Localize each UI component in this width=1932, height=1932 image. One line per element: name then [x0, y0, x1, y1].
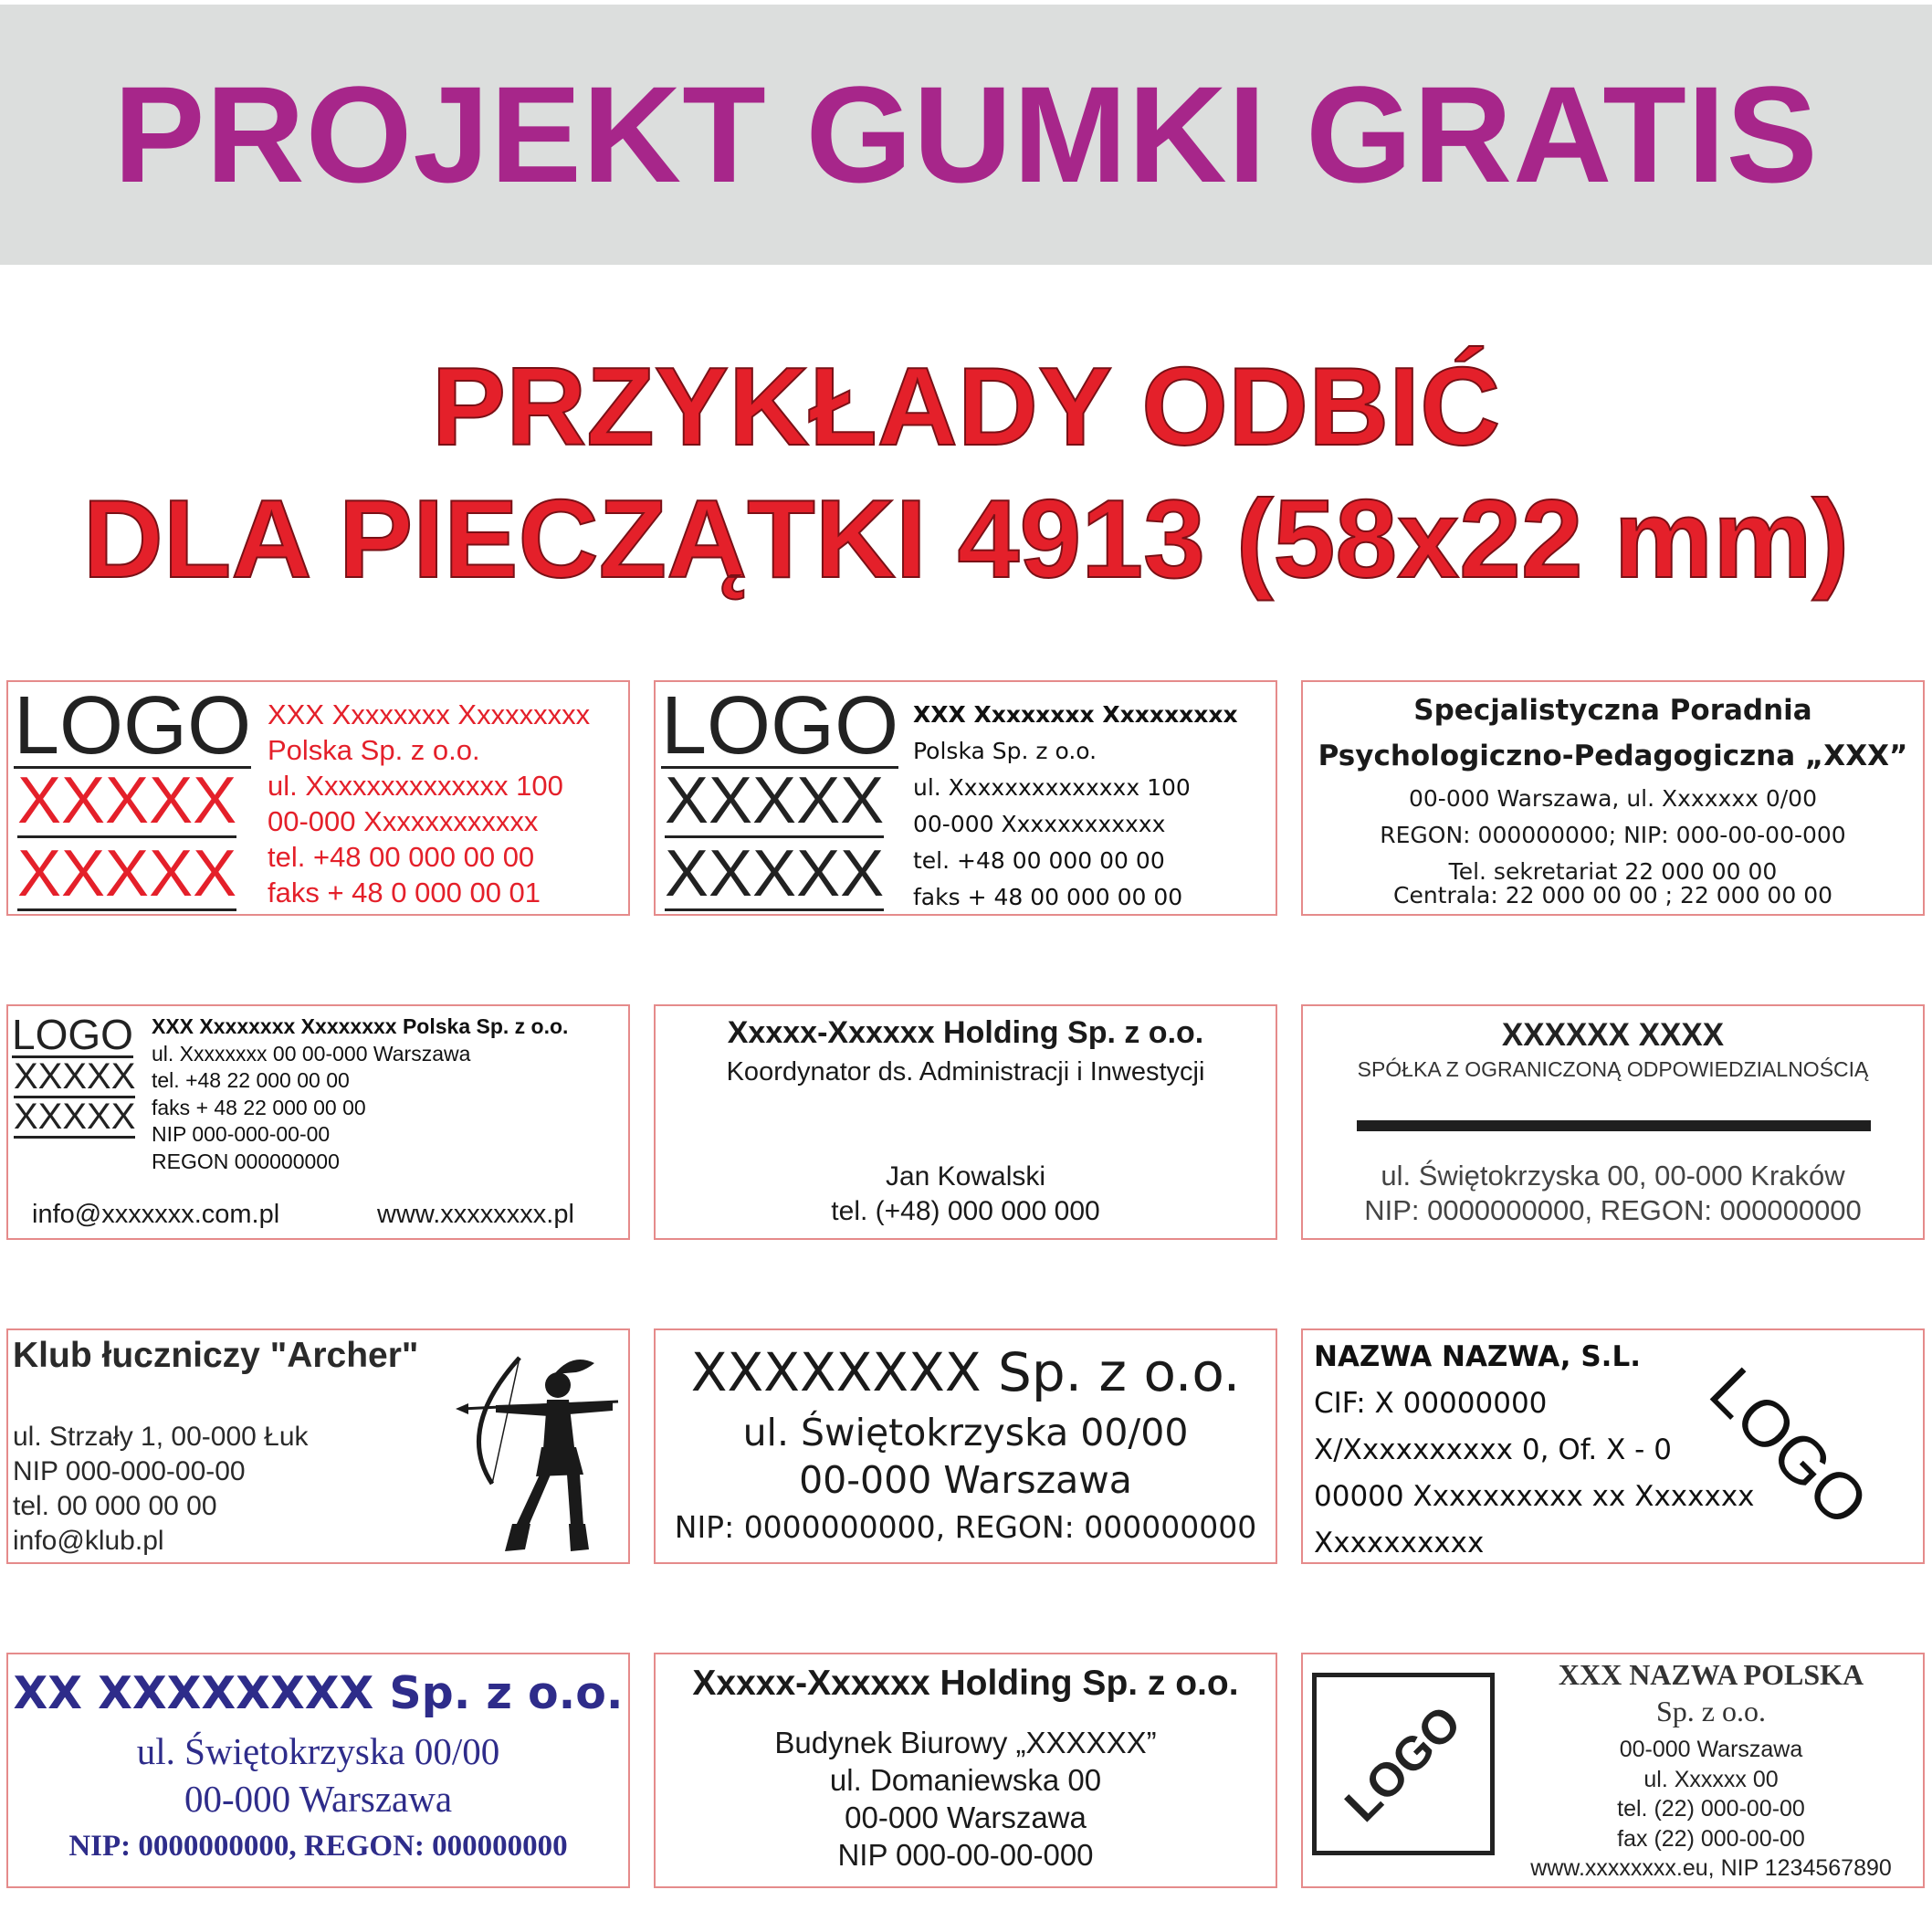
- stamp-line: 00-000 Xxxxxxxxxxxx: [268, 805, 539, 837]
- logo-text: LOGO: [661, 680, 899, 772]
- stamp-line: Xxxxx-Xxxxxx Holding Sp. z o.o.: [727, 1015, 1204, 1050]
- logo-text: LOGO: [14, 680, 252, 772]
- heading-line-2: DLA PIECZĄTKI 4913 (58x22 mm): [82, 477, 1850, 601]
- stamp-line: Koordynator ds. Administracji i Inwestycji: [726, 1057, 1205, 1087]
- stamp-example-12: [1301, 1653, 1925, 1888]
- stamp-line: Budynek Biurowy „XXXXXX”: [774, 1726, 1157, 1759]
- stamp-line: NAZWA NAZWA, S.L.: [1314, 1340, 1641, 1373]
- stamp-line: XXXXXXXX Sp. z o.o.: [690, 1341, 1241, 1403]
- stamp-line: info@klub.pl: [13, 1526, 164, 1556]
- stamp-example-10: [6, 1653, 630, 1888]
- logo-frame: [1312, 1673, 1495, 1855]
- stamp-line: 00-000 Warszawa: [184, 1778, 453, 1820]
- stamp-example-1: [6, 680, 630, 916]
- stamp-line: ul. Świętokrzyska 00/00: [742, 1411, 1189, 1454]
- placeholder-x1: XXXXX: [665, 764, 885, 837]
- website-text: www.xxxxxxxx.pl: [377, 1200, 574, 1229]
- stamp-line: tel. (+48) 000 000 000: [831, 1196, 1100, 1226]
- stamp-line: tel. +48 22 000 00 00: [152, 1068, 350, 1092]
- placeholder-x1: XXXXX: [17, 764, 237, 837]
- banner-title: PROJEKT GUMKI GRATIS: [113, 58, 1819, 211]
- stamp-line: ul. Domaniewska 00: [829, 1763, 1102, 1797]
- stamp-line: Klub łuczniczy "Archer": [13, 1336, 419, 1375]
- stamp-line: XXX Xxxxxxxx Xxxxxxxx Polska Sp. z o.o.: [152, 1014, 569, 1038]
- stamp-line: tel. 00 000 00 00: [13, 1491, 217, 1521]
- stamp-line: ul. Xxxxxx 00: [1643, 1766, 1779, 1792]
- stamp-line: NIP: 0000000000, REGON: 000000000: [68, 1830, 568, 1863]
- stamp-example-4: [6, 1004, 630, 1240]
- email-text: info@xxxxxxx.com.pl: [32, 1200, 280, 1229]
- stamp-line: Xxxxxxxxxx: [1314, 1527, 1485, 1559]
- heading-line-1: PRZYKŁADY ODBIĆ: [431, 344, 1501, 468]
- stamp-line: Centrala: 22 000 00 00 ; 22 000 00 00: [1392, 882, 1833, 908]
- placeholder-x2: XXXXX: [17, 837, 237, 910]
- logo-text: LOGO: [1335, 1696, 1472, 1832]
- archer-icon: [456, 1347, 625, 1559]
- stamp-example-6: [1301, 1004, 1925, 1240]
- stamp-line: www.xxxxxxxx.eu, NIP 1234567890: [1530, 1855, 1892, 1881]
- stamp-line: NIP: 0000000000, REGON: 000000000: [674, 1509, 1257, 1545]
- stamp-line: Xxxxx-Xxxxxx Holding Sp. z o.o.: [692, 1664, 1239, 1703]
- stamp-line: X/Xxxxxxxxxx 0, Of. X - 0: [1314, 1433, 1672, 1466]
- stamp-example-7: [6, 1328, 630, 1564]
- stamp-line: 00-000 Warszawa, ul. Xxxxxxx 0/00: [1408, 785, 1817, 812]
- stamp-line: 00-000 Warszawa: [799, 1458, 1132, 1502]
- stamp-line: faks + 48 22 000 00 00: [152, 1095, 366, 1119]
- stamp-line: ul. Strzały 1, 00-000 Łuk: [13, 1422, 309, 1452]
- stamp-example-9: [1301, 1328, 1925, 1564]
- stamp-line: ul. Xxxxxxxxxxxxxx 100: [913, 774, 1191, 801]
- stamp-line: XXX Xxxxxxxx Xxxxxxxxx: [913, 701, 1238, 728]
- placeholder-x2: XXXXX: [14, 1097, 136, 1137]
- placeholder-x2: XXXXX: [665, 837, 885, 910]
- stamp-example-3: [1301, 680, 1925, 916]
- stamp-line: faks + 48 0 000 00 01: [268, 877, 541, 908]
- stamp-line: Jan Kowalski: [885, 1161, 1046, 1192]
- stamp-line: tel. +48 00 000 00 00: [913, 847, 1165, 874]
- stamp-line: ul. Xxxxxxxxxxxxxx 100: [268, 770, 563, 802]
- stamp-line: Specjalistyczna Poradnia: [1413, 694, 1812, 727]
- stamp-line: Psychologiczno-Pedagogiczna „XXX”: [1318, 740, 1908, 772]
- stamp-line: SPÓŁKA Z OGRANICZONĄ ODPOWIEDZIALNOŚCIĄ: [1357, 1057, 1869, 1081]
- placeholder-x1: XXXXX: [14, 1056, 136, 1097]
- stamp-line: 00000 Xxxxxxxxxx xx Xxxxxxx: [1314, 1480, 1755, 1513]
- stamp-line: CIF: X 00000000: [1314, 1387, 1548, 1420]
- stamp-line: XX XXXXXXXX Sp. z o.o.: [13, 1667, 624, 1719]
- stamp-line: NIP: 0000000000, REGON: 000000000: [1364, 1194, 1862, 1226]
- stamp-line: REGON: 000000000; NIP: 000-00-00-000: [1380, 822, 1846, 848]
- stamp-line: Polska Sp. z o.o.: [913, 738, 1097, 764]
- stamp-line: NIP 000-000-00-00: [152, 1122, 331, 1146]
- stamp-line: NIP 000-000-00-00: [13, 1456, 246, 1486]
- stamp-line: 00-000 Warszawa: [1619, 1737, 1803, 1762]
- stamp-example-8: [654, 1328, 1277, 1564]
- divider-bar: [1357, 1120, 1871, 1131]
- stamp-line: ul. Xxxxxxxx 00 00-000 Warszawa: [152, 1041, 471, 1066]
- logo-text: LOGO: [12, 1011, 133, 1058]
- stamp-line: REGON 000000000: [152, 1149, 340, 1173]
- stamp-line: Polska Sp. z o.o.: [268, 734, 480, 766]
- stamp-line: XXX NAZWA POLSKA: [1558, 1658, 1864, 1691]
- stamp-line: 00-000 Warszawa: [845, 1801, 1087, 1834]
- stamp-line: XXXXXX XXXX: [1501, 1017, 1725, 1053]
- stamp-line: Sp. z o.o.: [1656, 1695, 1766, 1727]
- stamp-line: tel. +48 00 000 00 00: [268, 841, 535, 873]
- stamp-example-5: [654, 1004, 1277, 1240]
- stamp-example-2: [654, 680, 1277, 916]
- top-banner: [0, 5, 1932, 265]
- stamp-line: ul. Świętokrzyska 00, 00-000 Kraków: [1381, 1160, 1845, 1192]
- logo-text: LOGO: [1696, 1354, 1882, 1540]
- stamp-line: Tel. sekretariat 22 000 00 00: [1448, 858, 1778, 885]
- stamp-line: 00-000 Xxxxxxxxxxxx: [913, 811, 1166, 837]
- stamp-line: XXX Xxxxxxxx Xxxxxxxxx: [268, 698, 591, 730]
- stamp-example-11: [654, 1653, 1277, 1888]
- stamp-line: faks + 48 00 000 00 00: [913, 884, 1183, 910]
- stamp-line: NIP 000-00-00-000: [837, 1838, 1094, 1872]
- stamp-line: fax (22) 000-00-00: [1617, 1825, 1805, 1852]
- stamp-line: ul. Świętokrzyska 00/00: [136, 1730, 500, 1772]
- stamp-line: tel. (22) 000-00-00: [1617, 1796, 1805, 1822]
